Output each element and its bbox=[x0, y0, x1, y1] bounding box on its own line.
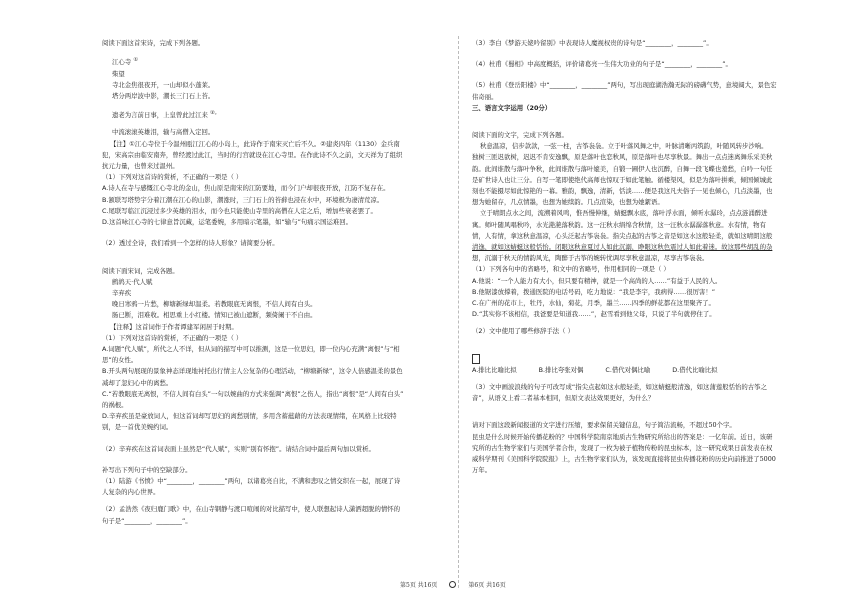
poem-title: 鹧鸪天·代人赋 bbox=[112, 277, 153, 286]
left-page-number: 第5页 共16页 bbox=[400, 582, 438, 589]
poem-author: 辛弃疾 bbox=[112, 288, 132, 297]
question: （2）孟浩然《夜归鹿门歌》中，在山寺钢静与渡口喧闹的对比描写中，使人联想起诗人潇洒超脱的情怀的 bbox=[102, 505, 401, 514]
option: A.他说：“一个人能力有大小，但只要有精神，就是一个高尚的人……”有益于人民的人。 bbox=[472, 276, 722, 285]
passage-line: 想为她留存，几点情墨，也想为她续韵。几点渲染，也想为她絮语。 bbox=[472, 198, 664, 207]
question: 人复杂的内心世界。 bbox=[102, 488, 160, 497]
passage-line: 立于晴朗点水之间，流溯着风鸣，惟吾慢伸继，蜻蜓飘水底，落叶浮水面，倾听水潺玲，点点涟涌醉进 bbox=[480, 209, 768, 218]
note-text: 犯，宋高宗由临安南奔，曾经渡过此江，当时的行宫就设在江心寺里。在作此诗不久之前，文天祥为了组织 bbox=[102, 150, 403, 159]
option: A.词题“代人赋”，所代之人不详，但从词的描写中可以推测，这是一位思妇，即一位内心充满“离恨”与“相 bbox=[102, 344, 400, 353]
poem-line: 晚日寒鸦一片愁，柳塘新绿却温柔。若教眼底无离恨，不信人间有白头。 bbox=[112, 300, 317, 309]
question: （5）杜甫《登岳阳楼》中“________，________”两句，写出现庭湖浩瀚无际的磅礴气势，意境阔大，景色宏 bbox=[472, 81, 777, 90]
poem-title bbox=[102, 55, 416, 68]
question: （2）辛弃疾在这首词表面上虽然是“代人赋”，实则“别有怀抱”。请结合词中最后两句加以赏析。 bbox=[102, 444, 375, 453]
news-text: 万年。 bbox=[472, 466, 492, 475]
choice-b[interactable]: B.排比夸张对偶 bbox=[538, 365, 584, 374]
question: 伟奇丽。 bbox=[472, 92, 498, 101]
question: 请对下面这段新闻报道的文字进行压缩，要求保留关键信息，句子简洁流畅，不超过50个字。 bbox=[472, 421, 736, 430]
question: 句子是“________，________”。 bbox=[102, 516, 192, 525]
note-marker: ① bbox=[133, 57, 138, 64]
question: （3）李白《梦游天姥吟留别》中表现诗人魔视权贵的诗句是“________，________”。 bbox=[472, 39, 713, 47]
page-footer bbox=[400, 580, 540, 589]
passage-line: 寓。师叶随风唱秋吟，水光滟滟落秋韵。这一汪秋水绢绵含秋情，这一汪秋水潺潺落秋意。水有情，物有 bbox=[472, 220, 766, 229]
choice-d[interactable]: D.借代比喻比拟 bbox=[672, 365, 718, 374]
text-line: 阅读下面这首宋诗，完成下列各题。 bbox=[102, 39, 205, 47]
section-instruction: 阅读下面的文字，完成下列各题。 bbox=[472, 131, 568, 140]
binding-mark-icon bbox=[449, 581, 456, 588]
option: D.“其实你不该相信，我爸要是知道我……”，赵雪看到他父母，只说了半句就停住了。 bbox=[472, 310, 716, 319]
choice-c[interactable]: C.借代对偶比喻 bbox=[605, 365, 651, 374]
section-instruction: 补写出下列句子中的空缺部分。 bbox=[102, 465, 192, 474]
question: （3）文中画波浪线的句子可改写成“指尖点起如这水般轻柔，如这蜻蜓般清逸，如这蒲莲般恬怡的古筝之 bbox=[472, 383, 767, 392]
news-text: 究所的古生物学家们与美国学者合作，发现了一枚为被子植物传粉的昆虫标本，这一研究成果日前发表在权 bbox=[472, 443, 773, 452]
question: （1）下列各句中的省略号，和文中的省略号，作用相同的一项是（ ） bbox=[472, 265, 670, 274]
note-marker: ②。 bbox=[209, 110, 221, 117]
poem-title-text: 江心寺 bbox=[112, 58, 132, 67]
choice-row bbox=[472, 354, 820, 365]
poem-line-text: 遗老为言前日事，上皇曾此过江来 bbox=[112, 111, 208, 120]
choice-options bbox=[472, 365, 820, 376]
option: 的祸根。 bbox=[102, 400, 128, 409]
option: D.辛弃疾虽是豪放词人，但这首词却写思妇的离愁别情，多用含蓄蕴藉的方法表现情绪，在风格上比较特 bbox=[102, 412, 397, 421]
option: C.尾联写临江沉浸过多少英雄的泪水，而今也只能使山寺里的高僧在人定之后，增加些衰老罢了。 bbox=[102, 206, 377, 215]
poem-line: 肠已断，泪难收。相思重上小红楼。情知已被山遮断，频倚阑干不自由。 bbox=[112, 311, 317, 320]
question: （1）陆游《书愤》中“________，________”两句，以诸葛亮自比，不满和悲叹之情交织在一起，展现了诗 bbox=[102, 476, 401, 485]
option: 思”的女性。 bbox=[102, 356, 138, 365]
choice-a[interactable]: A.排比比喻比拟 bbox=[472, 365, 517, 374]
question: （2）文中使用了哪些修辞手法（ ） bbox=[472, 327, 574, 336]
option: 减却了忽妇心中的离愁。 bbox=[102, 378, 173, 387]
question: （2）透过全诗，我们看到一个怎样的诗人形象？请简要分析。 bbox=[102, 239, 279, 248]
note-text: 抗元力量，也曾来过温州。 bbox=[102, 162, 179, 171]
passage-line: 独树三匝迟欲树，迟迟不肯安逸飘，原是落叶也恋秋风，原是落叶也尽享秋景。舞出一点点迷离舞乐采美秋 bbox=[472, 153, 773, 162]
news-text: 威科学期刊《美国科学院院报》上，古生物学家们认为，该发现直接将昆虫传播花粉的历史向前推进了5000 bbox=[472, 455, 776, 464]
question: （1）下列对这首诗的赏析，不正确的一项是（ ） bbox=[102, 333, 243, 342]
poem-line: 寺北金焦很夜开，一山却似小蓬莱。 bbox=[112, 80, 215, 89]
option: B.颔联写塔势宇分着江潮在江心的山影，潮涨时，三门石上的苔藓也浸在水中，环境极为凄清荒凉。 bbox=[102, 195, 384, 204]
passage-line: 秋意温凉，信步款款，一弦一柱，古筝袅袅。立于叶落风舞之中，叶脉清晰丙筑韵，叶随风转步沙响。 bbox=[480, 142, 768, 151]
option: B.他锯漆放撑着，拨通医院的电话号码，吃力地说：“我是李宇，我病得……很厉害！” bbox=[472, 287, 716, 296]
question: （4）杜甫《蜀相》中高度概括，评价诸葛亮一生伟大功业的句子是“________，________”。 bbox=[472, 60, 732, 69]
right-page-number: 第6页 共16页 bbox=[468, 582, 506, 589]
poem-line bbox=[102, 108, 416, 121]
poem-author: 柴望 bbox=[112, 69, 125, 78]
question: 音”，从语义上看二者基本相同，但原文表达效果更好，为什么？ bbox=[472, 394, 655, 403]
right-page bbox=[430, 0, 860, 608]
option: A.诗人在寺与感慨江心寺北的金山，焦山原是南宋的江防要地，而今门户却很夜开放，江防不复存在。 bbox=[102, 184, 390, 193]
option: C.“若教眼底无离恨，不信人间有白头”一句以婉曲的方式来强调“离恨”之伤人，指出“离恨”是“人间有白头” bbox=[102, 389, 404, 398]
poem-line: 塔分两岸波中影，潮长三门石上苔。 bbox=[112, 91, 215, 100]
passage-line: 韵。此间谁散与落叶争秋，此间谁散与落叶媲美，自锻一圃伊人也沉醉，自舞一段飞蝶也羞愁，自吟一句任 bbox=[472, 164, 773, 173]
option: B.开头两句展现的景象神态详现地衬托出行情主人公复杂的心理活动，“柳塘新绿”，这令人倍感温柔的景色 bbox=[102, 367, 403, 376]
passage-line: 是矿世诗人也让三分。自写一笔即使绝代高师也惊叹于如此笔触。循楼渠风，似是为落叶拼乘，倾国倾城此 bbox=[472, 175, 773, 184]
option: D.这首咏江心寺的七律意旨沉藏，运笔委婉，多用暗示笔墨，如“输与”句痛示国运难回。 bbox=[102, 218, 353, 227]
answer-checkbox[interactable] bbox=[472, 354, 480, 364]
option: 别，是一首优美婉约词。 bbox=[102, 423, 173, 432]
question: （1）下列对这首诗的赏析，不正确的一项是（ ） bbox=[102, 173, 243, 182]
note-text: 【注释】这首词作于作者谭建军闲居于时期。 bbox=[110, 322, 238, 331]
news-text: 昆虫是什么时候开始传播花粉的？中国科学院南京地质古生物研究所给出的答案是：一亿年前。近日，该研 bbox=[472, 432, 773, 441]
poem-line: 中流滚滚英雄泪，输与高僧入定回。 bbox=[112, 128, 215, 137]
note-text: 【注】①江心寺位于今温州瓯江江心的小岛上，此诗作于南宋灭亡后不久。②建炎四年（1130）金兵南 bbox=[110, 139, 400, 148]
passage-line: 情，人有情，拿这秋意温凉，心头泛起古筝袅袅。指尖点起的古筝之音是如这水这般轻柔，就如这晴朗这般 bbox=[472, 231, 773, 240]
passage-line-underlined: 清逸，就如这蜻蜓这般恬怡。闭眼这秋意夏过人如此沉溺，睁眼这秋色震过人如此着迷。故这那些胡乱的杂 bbox=[472, 243, 773, 252]
option: C.在广州的花市上，牡丹，水仙，菊花，月季，墨兰……四季的鲜花都在这里聚齐了。 bbox=[472, 299, 715, 308]
section-heading: 三、语言文字运用（20分） bbox=[472, 103, 552, 112]
section-instruction: 阅读下面宋词，完成各题。 bbox=[102, 266, 179, 275]
passage-line: 刻也不能摄尽如此惊艳的一幕。雅韵，飘逸，清新，恬淡……便是我这凡夫俗子一见也倾心，几点淡墨，也 bbox=[472, 187, 773, 196]
passage-line: 想，沉溺于秋天的情韵风光，陶醉于古筝的婉转忧调尽享秋意温凉，尽享古筝袅袅。 bbox=[472, 254, 709, 263]
